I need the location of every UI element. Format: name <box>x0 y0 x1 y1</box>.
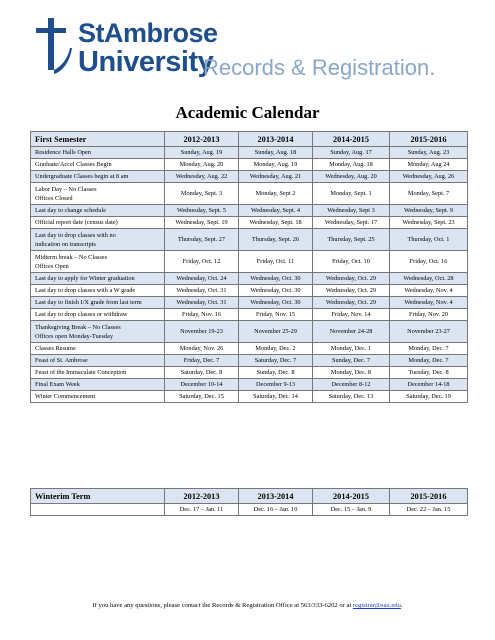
date-cell: Monday, Dec. 2 <box>239 343 313 355</box>
section-heading: First Semester <box>31 132 165 147</box>
date-cell: Saturday, Dec. 8 <box>165 367 239 379</box>
table-header-row <box>31 132 468 147</box>
date-cell: Wednesday, Oct. 30 <box>239 285 313 297</box>
first-semester-table <box>30 131 468 403</box>
footer-text: If you have any questions, please contact the Records & Registration Office at 563/333-6202 or at <box>92 602 353 609</box>
event-label-line: Undergraduate Classes begin at 8 am <box>35 173 129 180</box>
event-label <box>31 343 165 355</box>
event-label-line: Winter Commencement <box>35 393 96 400</box>
event-label <box>31 217 165 229</box>
date-cell: November 23-27 <box>390 321 468 343</box>
date-cell: Wednesday, Oct. 24 <box>165 273 239 285</box>
table-row <box>31 183 468 205</box>
page-title: Academic Calendar <box>175 103 320 122</box>
date-cell: Thursday, Sept. 25 <box>313 229 390 251</box>
date-cell: December 10-14 <box>165 379 239 391</box>
table-row <box>31 159 468 171</box>
date-cell: Thursday, Oct. 1 <box>390 229 468 251</box>
date-cell: Saturday, Dec. 19 <box>390 391 468 403</box>
date-cell: Wednesday, Oct. 28 <box>390 273 468 285</box>
event-label <box>31 309 165 321</box>
event-label <box>31 229 165 251</box>
date-cell: Friday, Nov. 16 <box>165 309 239 321</box>
table-row <box>31 309 468 321</box>
event-label <box>31 251 165 273</box>
date-cell: November 25-29 <box>239 321 313 343</box>
date-cell: December 8-12 <box>313 379 390 391</box>
date-cell: Monday, Dec. 7 <box>390 355 468 367</box>
date-cell: December 14-18 <box>390 379 468 391</box>
date-cell: Wednesday, Oct. 30 <box>239 273 313 285</box>
table-row <box>31 391 468 403</box>
date-cell: Dec. 17 – Jan. 11 <box>165 504 239 516</box>
date-cell: December 9-13 <box>239 379 313 391</box>
event-label <box>31 367 165 379</box>
table-row <box>31 343 468 355</box>
date-cell: Wednesday, Oct. 30 <box>239 297 313 309</box>
event-label <box>31 205 165 217</box>
table-row <box>31 217 468 229</box>
date-cell: November 24-28 <box>313 321 390 343</box>
event-label-line: Official report date (census date) <box>35 219 118 226</box>
date-cell: Thursday, Sept. 27 <box>165 229 239 251</box>
date-cell: Sunday, Dec. 8 <box>239 367 313 379</box>
date-cell: Wednesday, Oct. 29 <box>313 297 390 309</box>
year-column-header: 2015-2016 <box>390 132 468 147</box>
table-row <box>31 229 468 251</box>
event-label <box>31 355 165 367</box>
date-cell: Wednesday, Sept 3 <box>313 205 390 217</box>
date-cell: Dec. 22 – Jan. 15 <box>390 504 468 516</box>
date-cell: Monday, Nov. 26 <box>165 343 239 355</box>
date-cell: Wednesday, Sept. 5 <box>165 205 239 217</box>
table-row <box>31 504 468 516</box>
date-cell: November 19-23 <box>165 321 239 343</box>
date-cell: Wednesday, Oct. 31 <box>165 285 239 297</box>
table-row <box>31 273 468 285</box>
date-cell: Saturday, Dec. 7 <box>239 355 313 367</box>
table-row <box>31 355 468 367</box>
event-label <box>31 379 165 391</box>
date-cell: Monday, Aug. 19 <box>239 159 313 171</box>
event-label-line: Last day to drop classes or withdraw <box>35 311 128 318</box>
year-column-header: 2012-2013 <box>165 489 239 504</box>
table-row <box>31 367 468 379</box>
date-cell: Wednesday, Sept. 18 <box>239 217 313 229</box>
date-cell: Friday, Nov. 15 <box>239 309 313 321</box>
logo-wordmark-bottom: University <box>78 46 214 78</box>
event-label-line: Feast of the Immaculate Conception <box>35 369 127 376</box>
year-column-header: 2012-2013 <box>165 132 239 147</box>
event-label <box>31 391 165 403</box>
empty-cell <box>31 504 165 516</box>
table-row <box>31 297 468 309</box>
date-cell: Friday, Dec. 7 <box>165 355 239 367</box>
event-label <box>31 159 165 171</box>
date-cell: Monday, Sept. 3 <box>165 183 239 205</box>
date-cell: Friday, Oct. 12 <box>165 251 239 273</box>
email-link[interactable]: registrar@sau.edu <box>352 602 401 609</box>
date-cell: Wednesday, Sept. 9 <box>390 205 468 217</box>
logo-wordmark-top: StAmbrose <box>78 18 218 48</box>
table-row <box>31 285 468 297</box>
date-cell: Sunday, Aug. 17 <box>313 147 390 159</box>
year-column-header: 2015-2016 <box>390 489 468 504</box>
table-row <box>31 171 468 183</box>
event-label-line: Last day to finish I/X grade from last term <box>35 299 142 306</box>
event-label-line: Midterm break – No Classes <box>35 253 108 261</box>
table-row <box>31 251 468 273</box>
event-label-line: Graduate/Accel Classes Begin <box>35 161 112 168</box>
date-cell: Wednesday, Sept. 4 <box>239 205 313 217</box>
date-cell: Saturday, Dec. 14 <box>239 391 313 403</box>
date-cell: Monday, Sept. 7 <box>390 183 468 205</box>
date-cell: Wednesday, Oct. 29 <box>313 285 390 297</box>
winterim-term-table <box>30 488 468 516</box>
department-name: Records & Registration. <box>203 55 436 80</box>
event-label-line: Thanksgiving Break – No Classes <box>35 323 121 331</box>
year-column-header: 2013-2014 <box>239 489 313 504</box>
date-cell: Tuesday, Dec. 8 <box>390 367 468 379</box>
date-cell: Monday, Sept 2 <box>239 183 313 205</box>
date-cell: Sunday, Aug. 23 <box>390 147 468 159</box>
table-row <box>31 321 468 343</box>
event-label-line: Last day to apply for Winter graduation <box>35 275 135 282</box>
date-cell: Saturday, Dec. 13 <box>313 391 390 403</box>
date-cell: Sunday, Aug. 19 <box>165 147 239 159</box>
contact-footer <box>0 602 495 609</box>
year-column-header: 2014-2015 <box>313 132 390 147</box>
date-cell: Friday, Oct. 16 <box>390 251 468 273</box>
event-label-line: Final Exam Week <box>35 381 80 388</box>
date-cell: Wednesday, Sept. 17 <box>313 217 390 229</box>
event-label <box>31 183 165 205</box>
date-cell: Thursday, Sept. 26 <box>239 229 313 251</box>
date-cell: Wednesday, Aug. 22 <box>165 171 239 183</box>
date-cell: Friday, Nov. 20 <box>390 309 468 321</box>
table-row <box>31 205 468 217</box>
date-cell: Monday, Aug. 20 <box>165 159 239 171</box>
date-cell: Dec. 15 – Jan. 9 <box>313 504 390 516</box>
date-cell: Dec. 16 – Jan. 10 <box>239 504 313 516</box>
event-label-line: Residence Halls Open <box>35 149 91 156</box>
event-label-line: Labor Day – No Classes <box>35 185 97 193</box>
date-cell: Monday, Aug. 18 <box>313 159 390 171</box>
event-label <box>31 273 165 285</box>
year-column-header: 2013-2014 <box>239 132 313 147</box>
page-header <box>0 0 495 95</box>
date-cell: Sunday, Dec. 7 <box>313 355 390 367</box>
cross-logo-icon <box>34 18 74 76</box>
event-label-line: indication on transcripts <box>35 240 96 248</box>
date-cell: Monday, Dec. 7 <box>390 343 468 355</box>
date-cell: Friday, Nov. 14 <box>313 309 390 321</box>
event-label-line: Offices Open <box>35 262 69 270</box>
date-cell: Wednesday, Nov. 4 <box>390 297 468 309</box>
table-row <box>31 379 468 391</box>
event-label-line: Last day to change schedule <box>35 207 106 214</box>
date-cell: Friday, Oct. 10 <box>313 251 390 273</box>
date-cell: Monday, Aug 24 <box>390 159 468 171</box>
date-cell: Wednesday, Aug. 26 <box>390 171 468 183</box>
date-cell: Wednesday, Oct. 31 <box>165 297 239 309</box>
footer-end: . <box>400 602 403 609</box>
date-cell: Wednesday, Sept. 23 <box>390 217 468 229</box>
event-label-line: Last day to drop classes with a W grade <box>35 287 136 294</box>
event-label-line: Feast of St. Ambrose <box>35 357 88 364</box>
date-cell: Monday, Sept. 1 <box>313 183 390 205</box>
event-label-line: Offices Closed <box>35 194 73 202</box>
table-row <box>31 147 468 159</box>
date-cell: Monday, Dec. 8 <box>313 367 390 379</box>
event-label <box>31 285 165 297</box>
event-label-line: Offices open Monday-Tuesday <box>35 332 114 340</box>
date-cell: Wednesday, Nov. 4 <box>390 285 468 297</box>
event-label <box>31 147 165 159</box>
date-cell: Wednesday, Oct. 29 <box>313 273 390 285</box>
date-cell: Wednesday, Aug. 21 <box>239 171 313 183</box>
date-cell: Friday, Oct. 11 <box>239 251 313 273</box>
event-label <box>31 297 165 309</box>
year-column-header: 2014-2015 <box>313 489 390 504</box>
event-label-line: Last day to drop classes with no <box>35 231 116 239</box>
date-cell: Wednesday, Sept. 19 <box>165 217 239 229</box>
event-label <box>31 321 165 343</box>
date-cell: Monday, Dec. 1 <box>313 343 390 355</box>
date-cell: Saturday, Dec. 15 <box>165 391 239 403</box>
section-heading: Winterim Term <box>31 489 165 504</box>
table-header-row <box>31 489 468 504</box>
date-cell: Wednesday, Aug. 20 <box>313 171 390 183</box>
event-label <box>31 171 165 183</box>
date-cell: Sunday, Aug. 18 <box>239 147 313 159</box>
event-label-line: Classes Resume <box>35 345 76 352</box>
